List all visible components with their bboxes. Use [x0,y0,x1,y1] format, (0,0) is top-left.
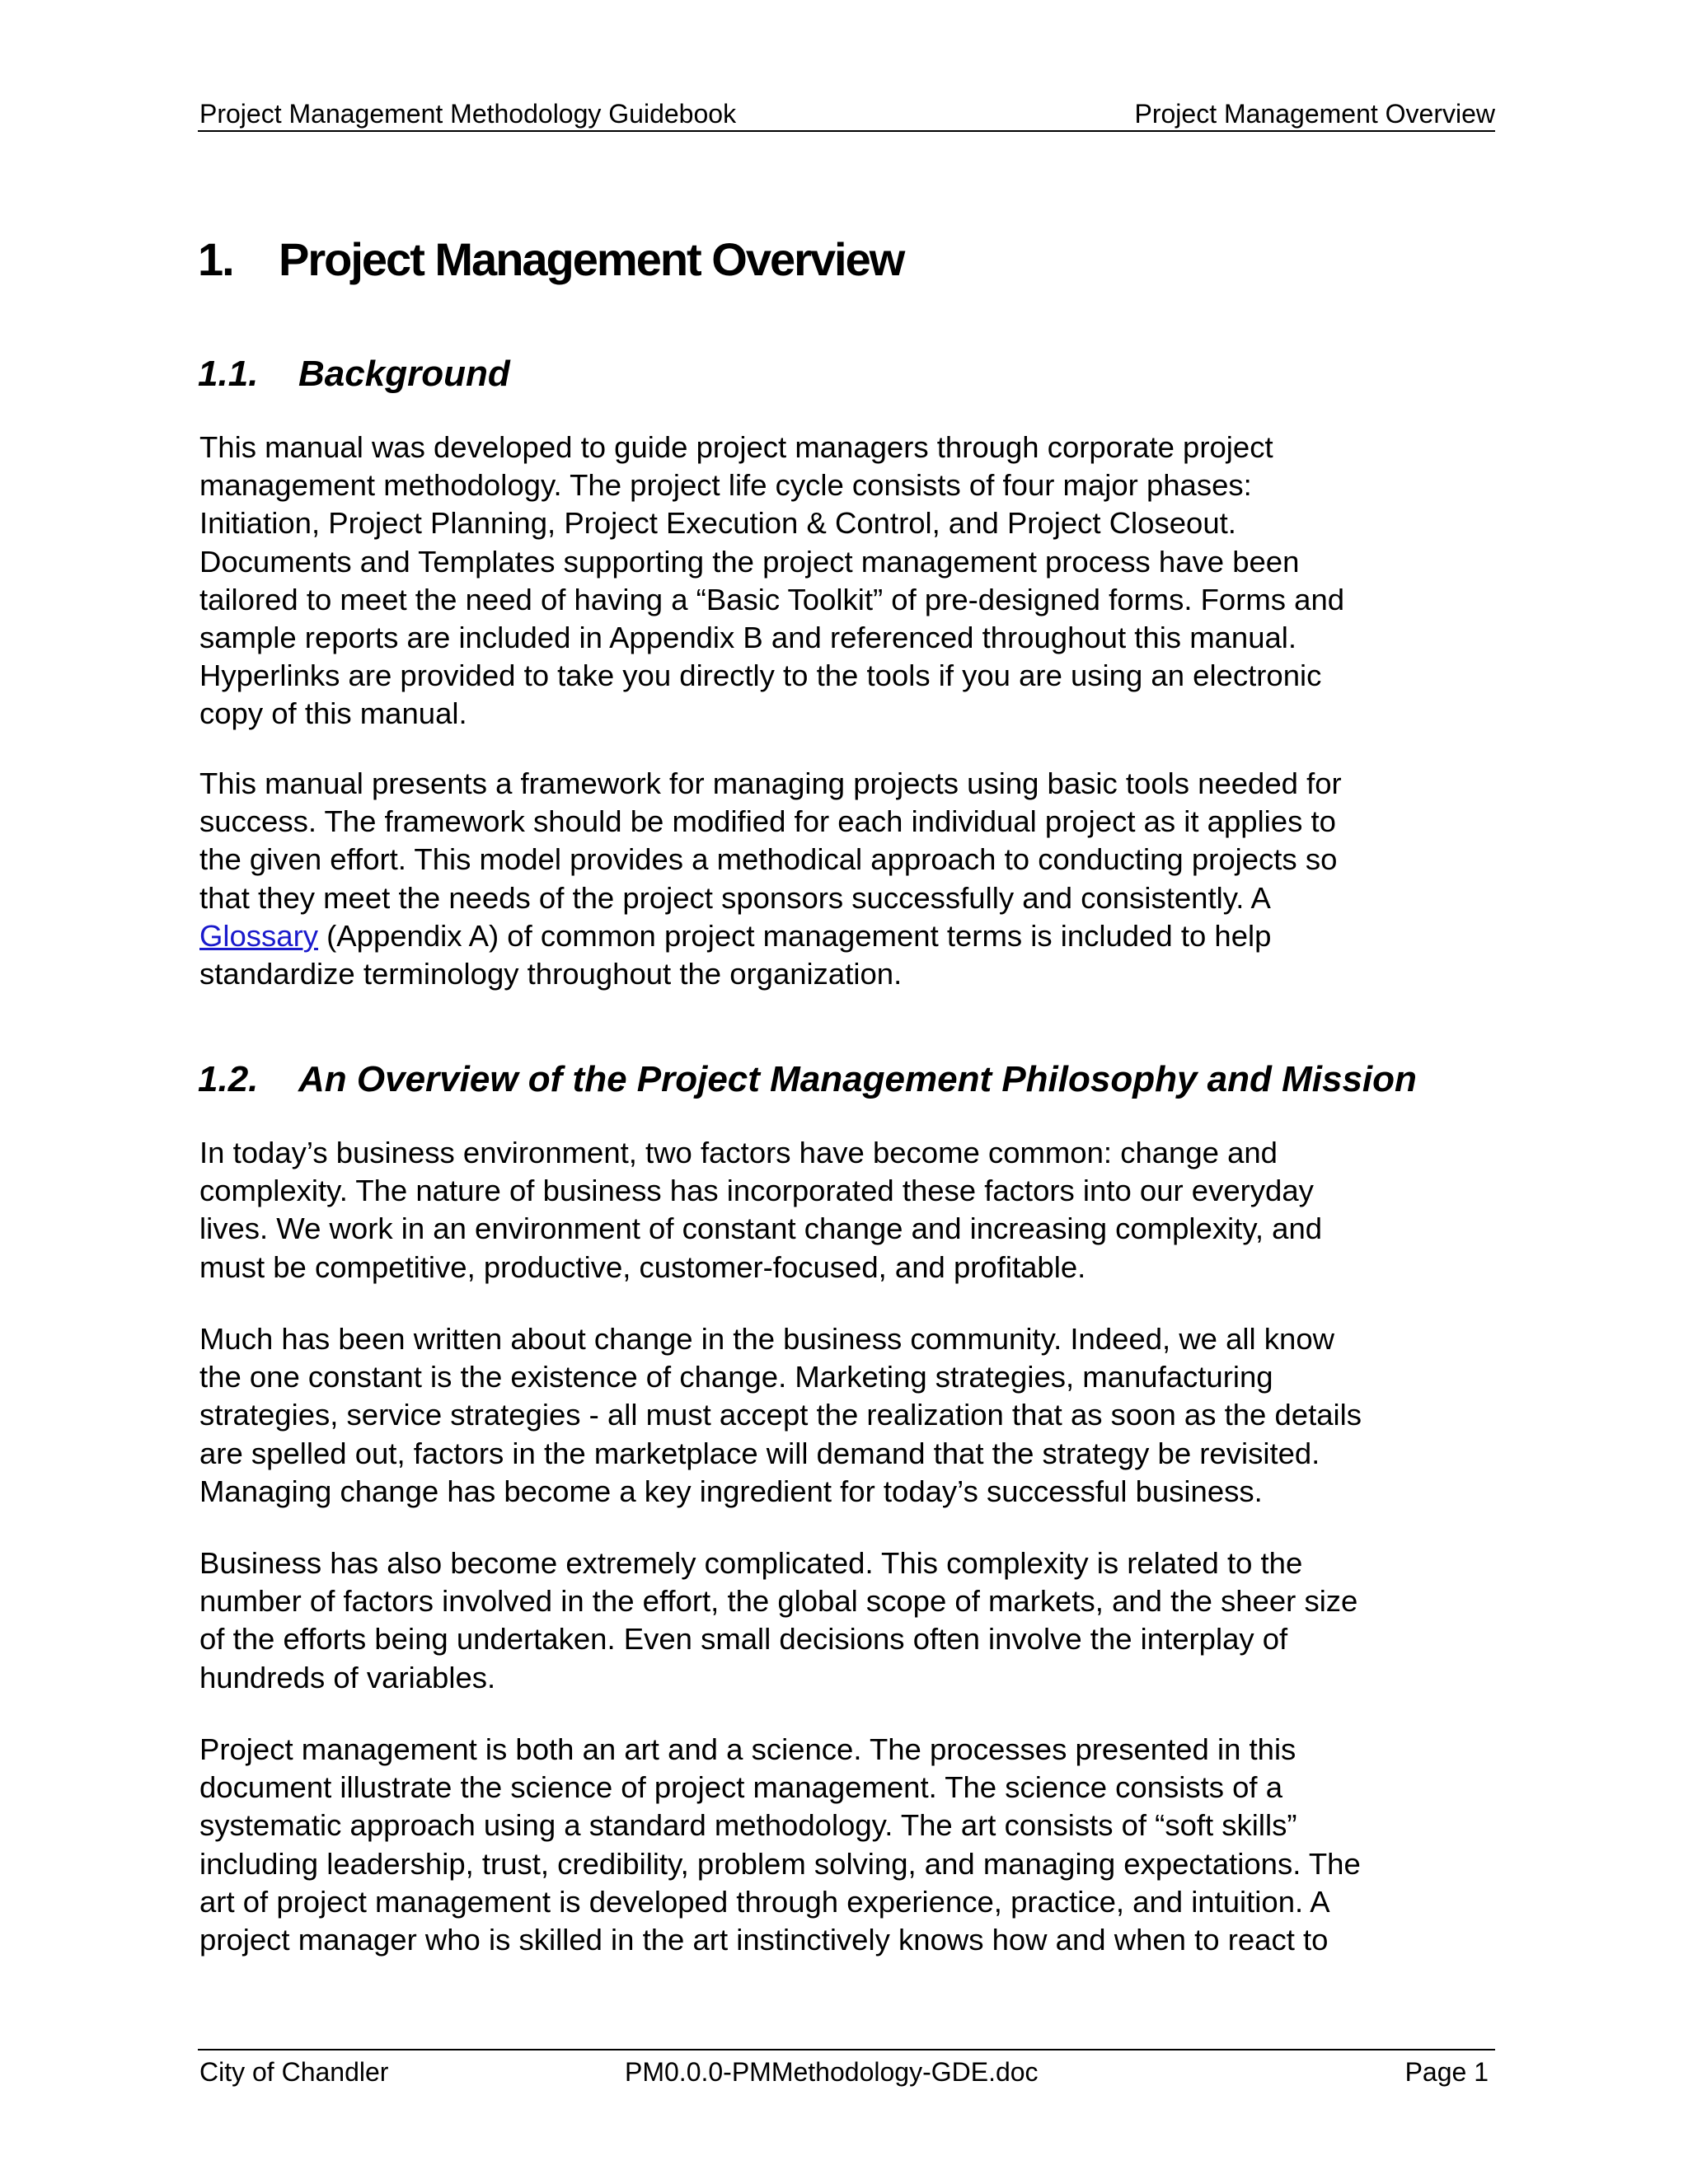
text-line: that they meet the needs of the project sponsors successfully and consistently. A [199,880,1271,915]
section-number: 1.1. [198,354,259,394]
text-line: art of project management is developed through experience, practice, and intuition. A [199,1884,1330,1919]
glossary-link[interactable]: Glossary [199,918,319,953]
paragraph-overview-3 [199,1544,1518,1697]
paragraph-background-1 [199,429,1518,733]
text-line: sample reports are included in Appendix B and referenced throughout this manual. [199,621,1297,655]
text-line: the given effort. This model provides a methodical approach to conducting projects so [199,842,1338,877]
section-title: Background [298,354,510,394]
footer-page-number: Page 1 [1404,2057,1489,2087]
paragraph-overview-4 [199,1731,1518,1959]
text-line: Much has been written about change in the business community. Indeed, we all know [199,1322,1334,1356]
section-title: An Overview of the Project Management Philosophy and Mission [298,1059,1417,1099]
text-line: systematic approach using a standard methodology. The art consists of “soft skills” [199,1808,1297,1843]
text-line: are spelled out, factors in the marketplace will demand that the strategy be revisited. [199,1436,1320,1470]
text-line: In today’s business environment, two factors have become common: change and [199,1136,1278,1169]
text-line: the one constant is the existence of change. Marketing strategies, manufacturing [199,1360,1273,1394]
text-line: project manager who is skilled in the art instinctively knows how and when to react to [199,1923,1329,1957]
section-heading-background [198,351,510,397]
text-line: copy of this manual. [199,696,467,731]
page-header [198,97,1495,132]
header-document-title: Project Management Methodology Guidebook [199,99,737,129]
text-line: success. The framework should be modified for each individual project as it applies to [199,804,1336,839]
text-line: Initiation, Project Planning, Project Execution & Control, and Project Closeout. [199,506,1236,541]
chapter-title-text: Project Management Overview [279,233,904,285]
text-line: of the efforts being undertaken. Even small decisions often involve the interplay of [199,1622,1288,1657]
footer-organization: City of Chandler [199,2057,389,2087]
text-line: This manual was developed to guide project managers through corporate project [199,430,1273,464]
text-line: Hyperlinks are provided to take you directly to the tools if you are using an electronic [199,658,1322,693]
text-line-with-link [199,917,1518,955]
text-line: complexity. The nature of business has incorporated these factors into our everyday [199,1174,1314,1208]
text-line: Project management is both an art and a science. The processes presented in this [199,1732,1296,1766]
text-line: management methodology. The project life cycle consists of four major phases: [199,468,1252,503]
text-line: This manual presents a framework for managing projects using basic tools needed for [199,766,1342,800]
text-line: strategies, service strategies - all must accept the realization that as soon as the details [199,1398,1362,1432]
text-line: number of factors involved in the effort, the global scope of markets, and the sheer size [199,1584,1358,1619]
text-after-link: (Appendix A) of common project management terms is included to help [318,918,1272,953]
section-heading-overview [198,1057,1417,1103]
paragraph-overview-1 [199,1134,1518,1286]
header-chapter-title: Project Management Overview [1134,99,1495,129]
paragraph-background-2 [199,765,1518,993]
text-line: must be competitive, productive, customer-focused, and profitable. [199,1249,1086,1284]
text-line: Business has also become extremely complicated. This complexity is related to the [199,1546,1303,1580]
text-line: tailored to meet the need of having a “Basic Toolkit” of pre-designed forms. Forms and [199,582,1345,616]
text-line: standardize terminology throughout the organization. [199,957,903,991]
text-line: document illustrate the science of project management. The science consists of a [199,1770,1283,1805]
chapter-title [198,231,903,288]
section-number: 1.2. [198,1059,259,1099]
paragraph-overview-2 [199,1320,1518,1511]
footer-filename: PM0.0.0-PMMethodology-GDE.doc [625,2057,1039,2087]
text-line: Documents and Templates supporting the project management process have been [199,544,1300,579]
chapter-number: 1. [198,233,233,285]
text-line: hundreds of variables. [199,1660,496,1694]
text-line: lives. We work in an environment of constant change and increasing complexity, and [199,1212,1323,1246]
page-footer [198,2049,1495,2087]
text-line: Managing change has become a key ingredient for today’s successful business. [199,1474,1263,1508]
text-line: including leadership, trust, credibility, problem solving, and managing expectations. The [199,1846,1361,1881]
